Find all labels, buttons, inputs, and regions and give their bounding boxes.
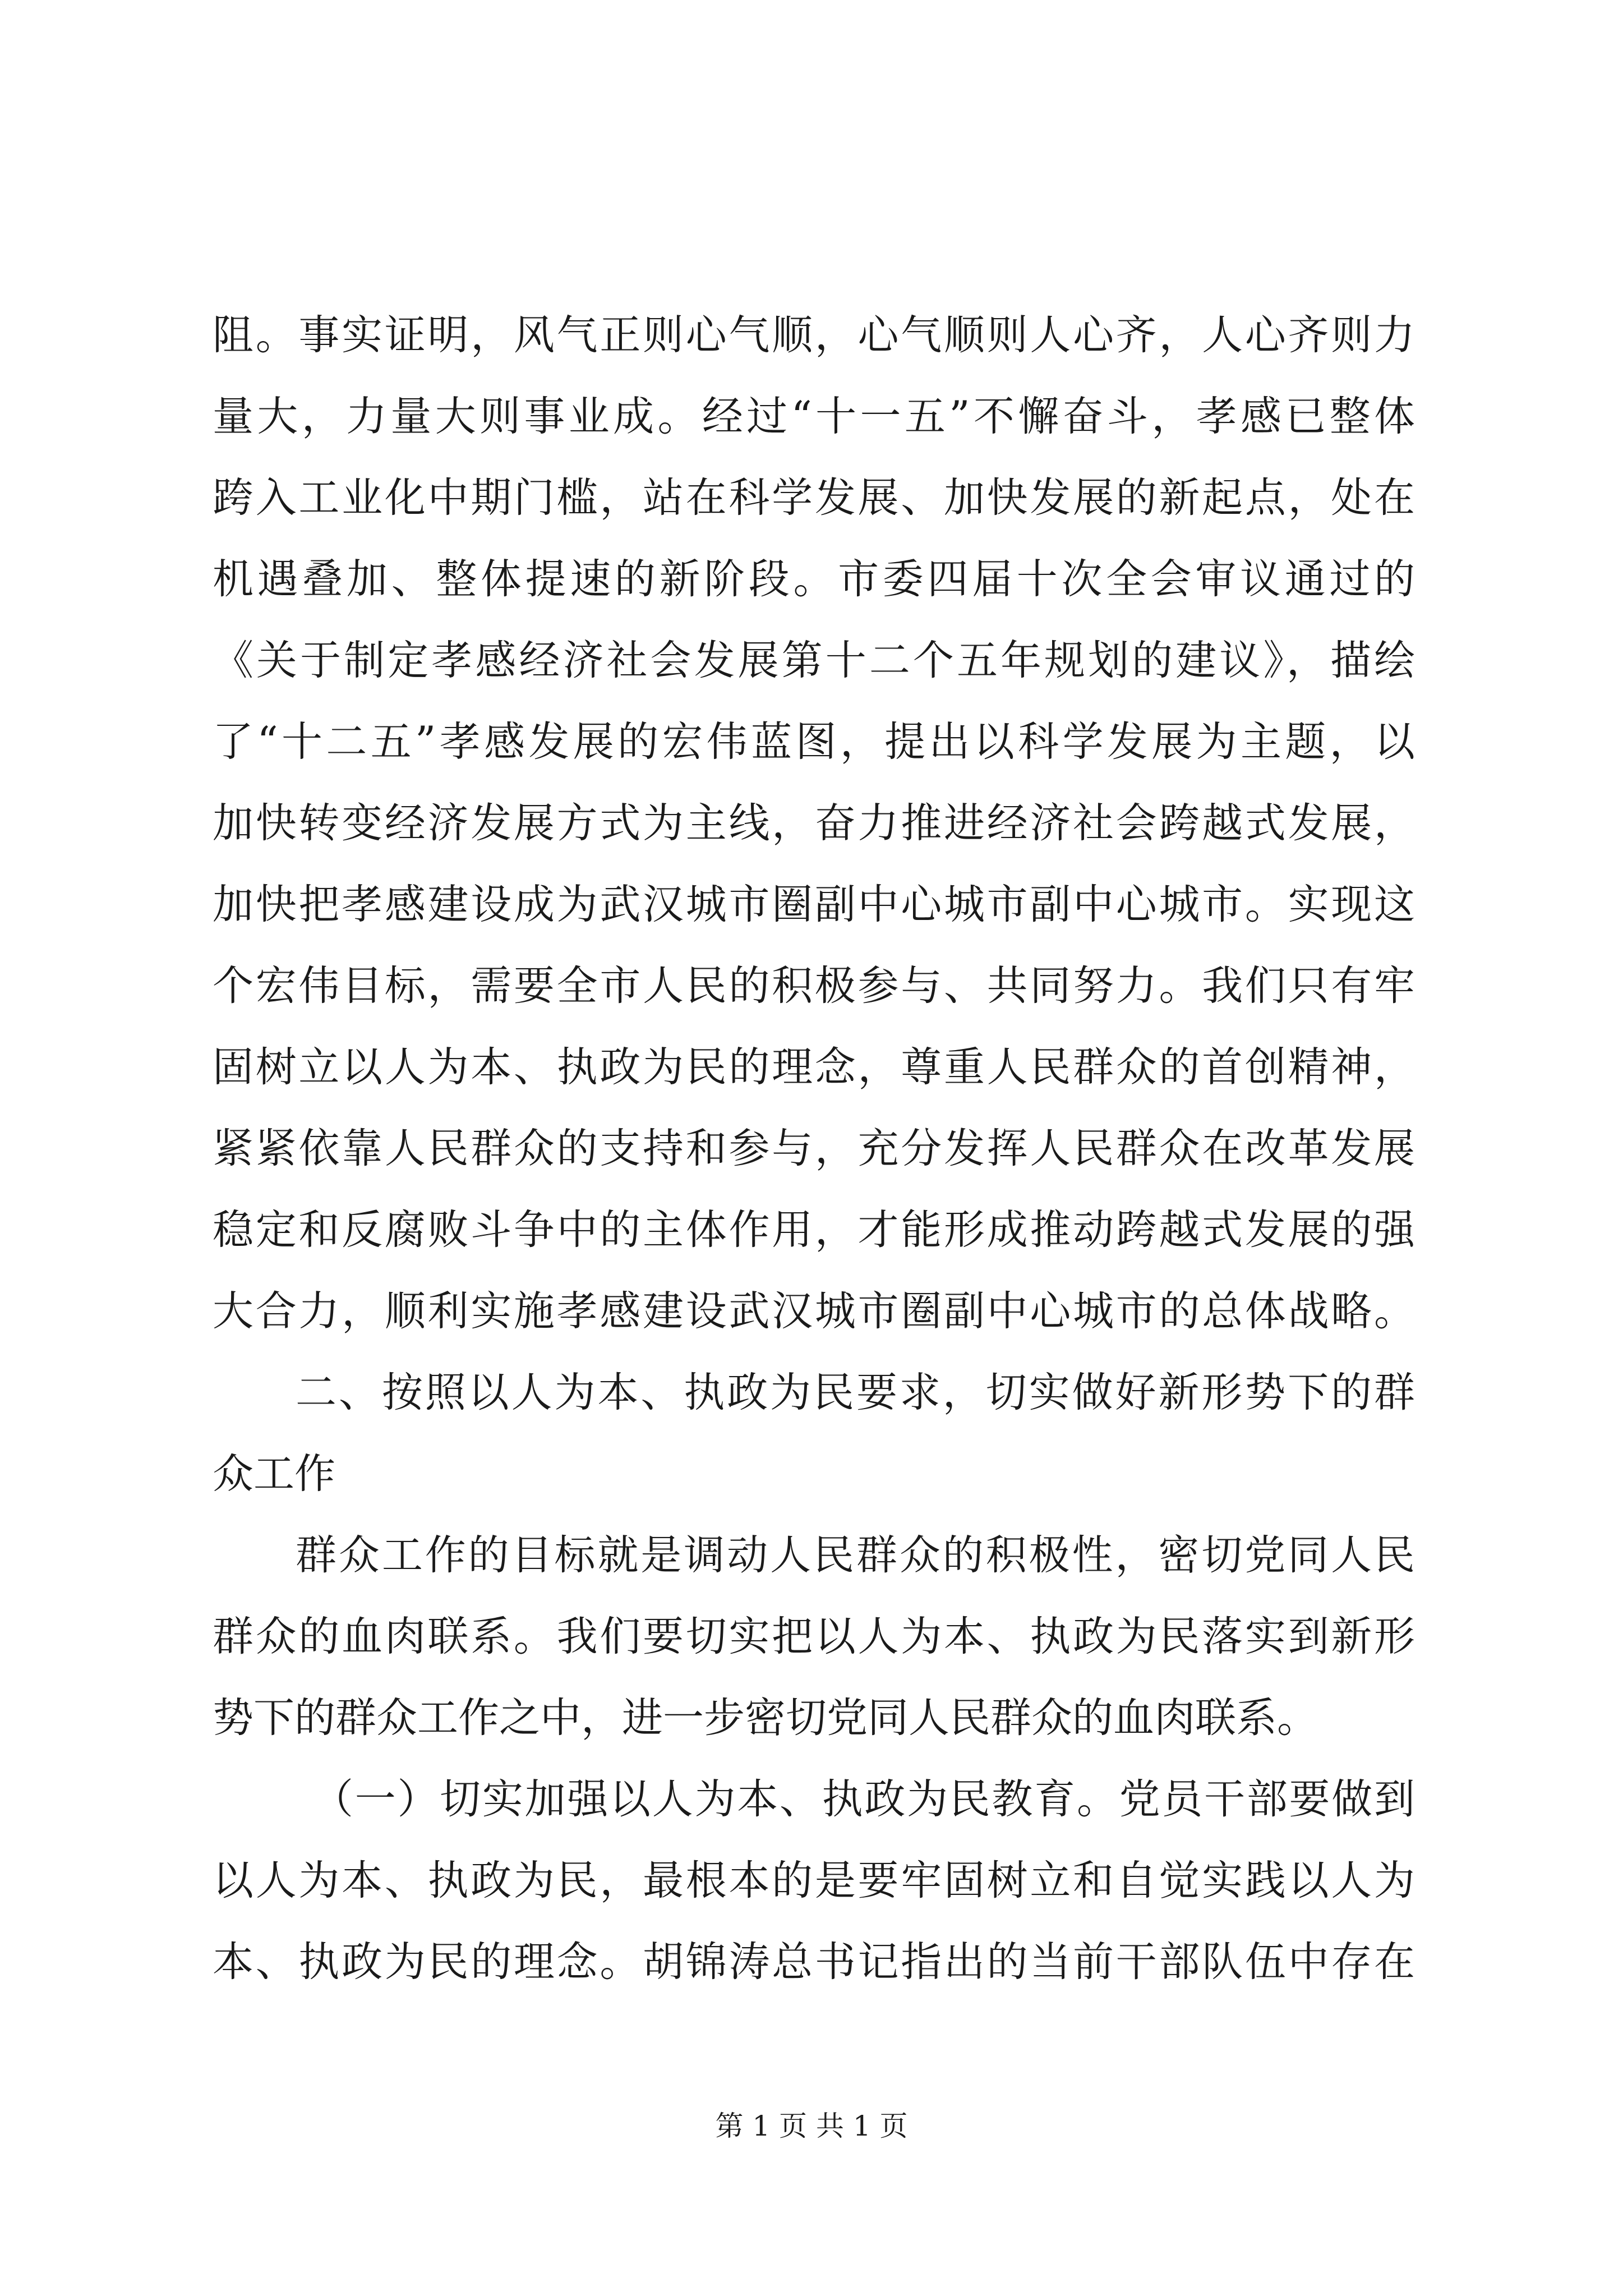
body-text-line: 稳定和反腐败斗争中的主体作用，才能形成推动跨越式发展的强 bbox=[213, 1206, 1415, 1254]
body-text-line: （一）切实加强以人为本、执政为民教育。党员干部要做到 bbox=[312, 1775, 1415, 1823]
body-text-line: 了“十二五”孝感发展的宏伟蓝图，提出以科学发展为主题，以 bbox=[213, 718, 1415, 766]
section-heading-line: 众工作 bbox=[213, 1450, 335, 1498]
body-text-line: 加快把孝感建设成为武汉城市圈副中心城市副中心城市。实现这 bbox=[213, 881, 1415, 928]
section-heading-line: 二、按照以人为本、执政为民要求，切实做好新形势下的群 bbox=[296, 1369, 1415, 1416]
body-text-line: 固树立以人为本、执政为民的理念，尊重人民群众的首创精神， bbox=[213, 1043, 1415, 1091]
body-text-line: 跨入工业化中期门槛，站在科学发展、加快发展的新起点，处在 bbox=[213, 474, 1415, 522]
body-text-line: 大合力，顺利实施孝感建设武汉城市圈副中心城市的总体战略。 bbox=[213, 1287, 1415, 1335]
body-text-line: 量大，力量大则事业成。经过“十一五”不懈奋斗，孝感已整体 bbox=[213, 393, 1415, 440]
body-text-line: 个宏伟目标，需要全市人民的积极参与、共同努力。我们只有牢 bbox=[213, 962, 1415, 1010]
body-text-line: 群众的血肉联系。我们要切实把以人为本、执政为民落实到新形 bbox=[213, 1613, 1415, 1660]
body-text-line: 本、执政为民的理念。胡锦涛总书记指出的当前干部队伍中存在 bbox=[213, 1938, 1415, 1986]
body-text-line: 群众工作的目标就是调动人民群众的积极性，密切党同人民 bbox=[296, 1531, 1415, 1579]
body-text-line: 加快转变经济发展方式为主线，奋力推进经济社会跨越式发展， bbox=[213, 799, 1415, 847]
body-text-line: 势下的群众工作之中，进一步密切党同人民群众的血肉联系。 bbox=[213, 1694, 1318, 1742]
body-text-line: 阻。事实证明，风气正则心气顺，心气顺则人心齐，人心齐则力 bbox=[213, 311, 1415, 359]
body-text-line: 《关于制定孝感经济社会发展第十二个五年规划的建议》，描绘 bbox=[213, 637, 1415, 684]
body-text-line: 机遇叠加、整体提速的新阶段。市委四届十次全会审议通过的 bbox=[213, 555, 1415, 603]
body-text-line: 以人为本、执政为民，最根本的是要牢固树立和自觉实践以人为 bbox=[213, 1857, 1415, 1904]
body-text-line: 紧紧依靠人民群众的支持和参与，充分发挥人民群众在改革发展 bbox=[213, 1125, 1415, 1172]
page-number-footer: 第 1 页 共 1 页 bbox=[715, 2110, 908, 2142]
